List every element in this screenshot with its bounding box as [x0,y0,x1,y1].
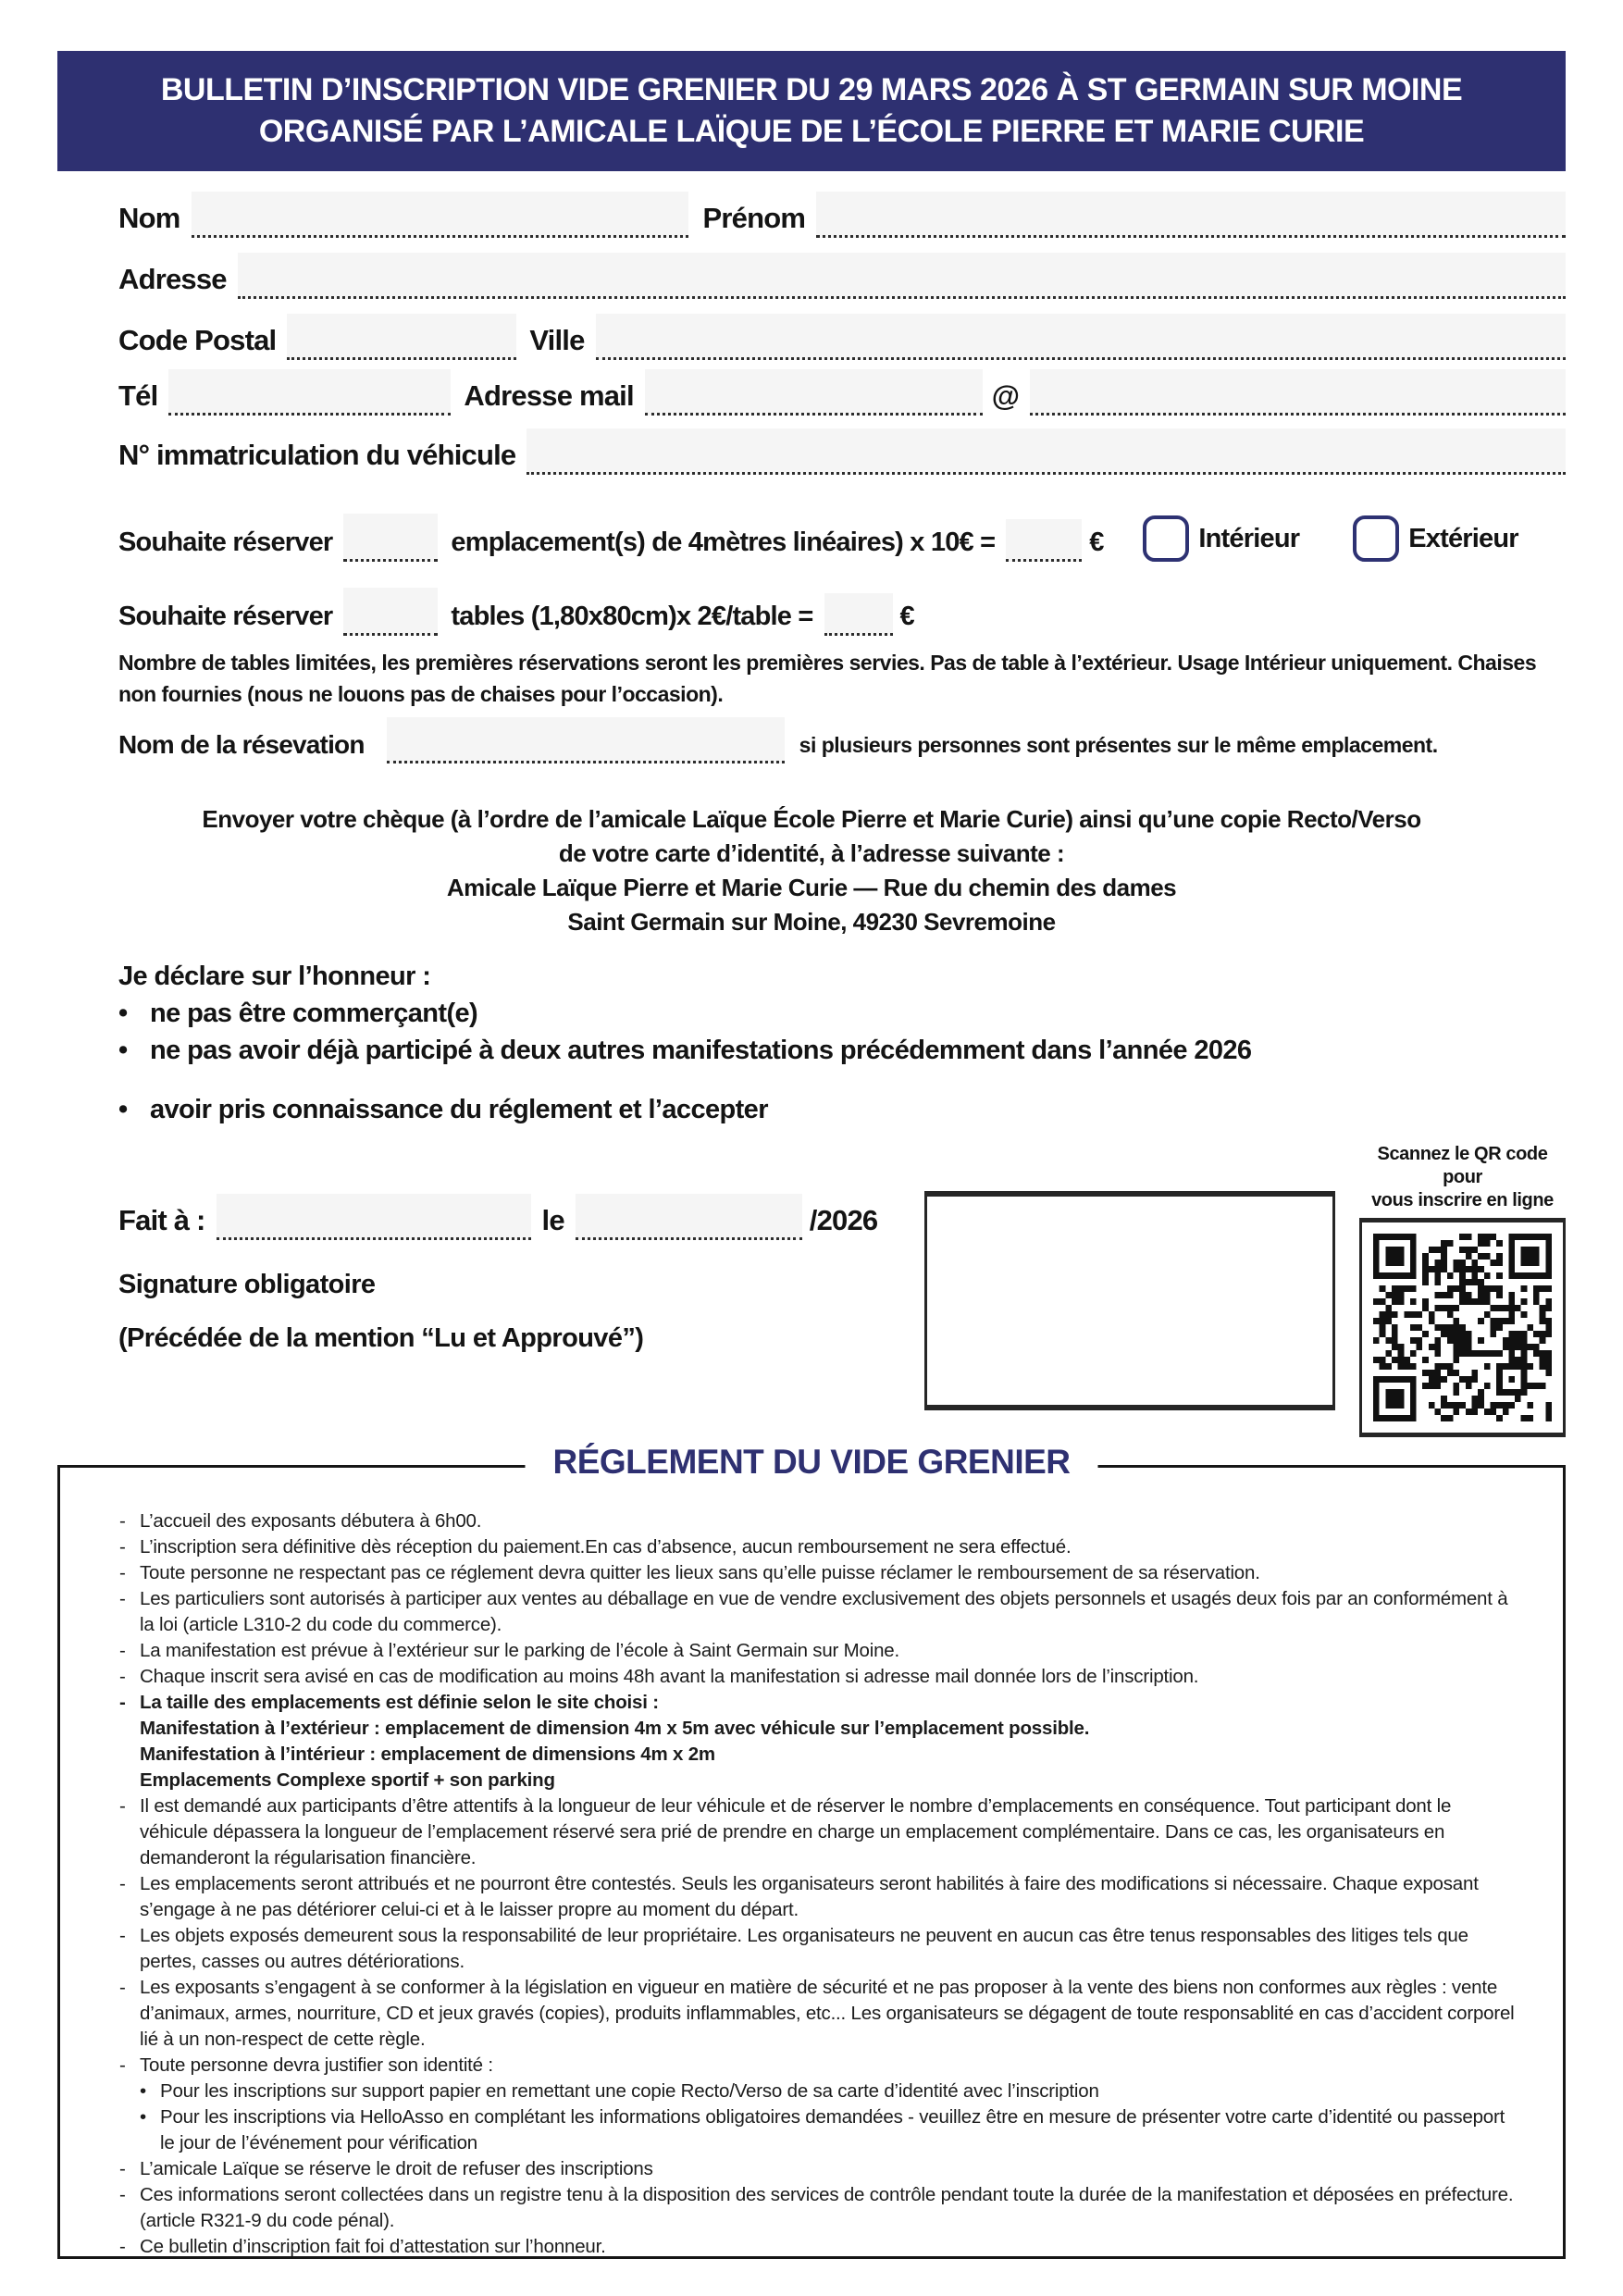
mail-domain-input[interactable] [1030,369,1566,416]
row-adresse [118,253,1566,299]
emplacements-count-input[interactable] [343,514,438,562]
rules-title: RÉGLEMENT DU VIDE GRENIER [526,1443,1098,1482]
signature-box[interactable] [924,1191,1335,1410]
rule-item: - L’accueil des exposants débutera à 6h00. [119,1510,482,1532]
euro-sign-1: € [1089,527,1105,557]
rule-item: - L’amicale Laïque se réserve le droit de refuser des inscriptions [119,2158,653,2179]
date-input[interactable] [576,1194,802,1240]
row-cp-ville [118,314,1566,360]
declaration-block [118,958,1566,1128]
rule-item: - Il est demandé aux participants d’être attentifs à la longueur de leur véhicule et de réserver le nombre d’emplacements en conséquence. Tout participant dont le véhicule dépassera la longueur de l’emplacement réservé sera prié de prendre en charge un emplacement complémentaire. Dans ce cas, les organisateurs en demanderont la régularisation financière. [119,1795,1452,1868]
le-label: le [541,1204,564,1236]
payment-line4: Saint Germain sur Moine, 49230 Sevremoine [567,908,1056,936]
signature-left-column [118,1143,924,1355]
banner-title-line2: ORGANISÉ PAR L’AMICALE LAÏQUE DE L’ÉCOLE PIERRE ET MARIE CURIE [258,114,1365,149]
identity-form [118,192,1566,475]
rules-box [57,1443,1566,2259]
reservation-name-suffix: si plusieurs personnes sont présentes sur le même emplacement. [799,733,1438,757]
rule-item: - La manifestation est prévue à l’extérieur sur le parking de l’école à Saint Germain sur Moine. [119,1640,899,1661]
code-postal-label: Code Postal [118,324,277,356]
euro-sign-2: € [899,602,915,631]
qr-code [1373,1234,1552,1421]
adresse-input[interactable] [238,253,1566,299]
reservation-row-emplacements [118,514,1566,562]
rule-item: - Ces informations seront collectées dans un registre tenu à la disposition des services de contrôle pendant toute la durée de la manifestation et déposées en préfecture. (article R321-9 du code pénal). [119,2184,1514,2231]
ville-input[interactable] [596,314,1566,360]
rule-item: Manifestation à l’intérieur : emplacement de dimensions 4m x 2m [140,1744,715,1765]
code-postal-input[interactable] [287,314,516,360]
immatriculation-label: N° immatriculation du véhicule [118,439,516,471]
exterieur-checkbox[interactable] [1353,515,1399,562]
rule-item: • Pour les inscriptions sur support papier en remettant une copie Recto/Verso de sa carte d’identité avec l’inscription [140,2080,1099,2102]
bullet-icon: • [118,1095,128,1124]
tables-text: tables (1,80x80cm)x 2€/table = [451,602,813,631]
emplacements-text: emplacement(s) de 4mètres linéaires) x 10€ = [451,527,996,557]
signature-obligatoire-label: Signature obligatoire [118,1270,376,1299]
signature-mention-label: (Précédée de la mention “Lu et Approuvé”) [118,1323,644,1353]
mail-local-input[interactable] [645,369,983,416]
row-immatriculation [118,428,1566,475]
rule-item: - Les particuliers sont autorisés à participer aux ventes au déballage en vue de vendre exclusivement des objets personnels et usagés deux fois par an conformément à la loi (article L310-2 du code du commerce). [119,1588,1508,1635]
interieur-label: Intérieur [1198,524,1300,553]
qr-label-line1: Scannez le QR code pour [1377,1144,1548,1187]
fait-a-label: Fait à : [118,1204,205,1236]
rule-item: - Chaque inscrit sera avisé en cas de modification au moins 48h avant la manifestation si adresse mail donnée lors de l’inscription. [119,1666,1199,1687]
year-suffix: /2026 [809,1204,878,1236]
interieur-checkbox[interactable] [1143,515,1189,562]
title-banner [57,51,1566,171]
signature-section [118,1143,1566,1437]
rule-item: Manifestation à l’extérieur : emplacement de dimension 4m x 5m avec véhicule sur l’emplacement possible. [140,1718,1090,1739]
tables-total-input[interactable] [824,593,893,636]
payment-line3: Amicale Laïque Pierre et Marie Curie — Rue du chemin des dames [446,874,1177,901]
rule-item: Emplacements Complexe sportif + son parking [140,1769,555,1791]
tel-input[interactable] [168,369,451,416]
emplacements-total-input[interactable] [1006,519,1082,562]
declaration-item-3: • avoir pris connaissance du réglement et l’accepter [118,1091,1566,1128]
rule-item: - Les emplacements seront attribués et ne pourront être contestés. Seuls les organisateurs seront habilités à faire des modifications si nécessaire. Chaque exposant s’engage à ne pas détériorer celui-ci et à le laisser propre au moment du départ. [119,1873,1479,1920]
souhaite-reserver-label-1: Souhaite réserver [118,527,333,557]
bullet-icon: • [118,999,128,1028]
row-tel-mail [118,369,1566,416]
reservation-name-row [118,717,1566,763]
declaration-item-2: • ne pas avoir déjà participé à deux autres manifestations précédemment dans l’année 2026 [118,1032,1566,1069]
row-nom-prenom [118,192,1566,238]
declaration-item-1: • ne pas être commerçant(e) [118,995,1566,1032]
immatriculation-input[interactable] [527,428,1566,475]
tel-label: Tél [118,379,158,412]
nom-label: Nom [118,202,180,234]
rule-item: • Pour les inscriptions via HelloAsso en complétant les informations obligatoires demandées - veuillez être en mesure de présenter votre carte d’identité ou passeport le jour de l’événement pour vérification [140,2106,1505,2153]
ville-label: Ville [529,324,585,356]
rule-item: - Les exposants s’engagent à se conformer à la législation en vigueur en matière de sécurité et ne pas proposer à la vente des biens non conformes aux règles : vente d’animaux, armes, nourriture, CD et jeux gravés (copies), produits inflammables, etc... Les organisateurs se dégagent de toute responsablité en cas d’accident corporel lié à un non-respect de cette règle. [119,1977,1515,2050]
bullet-icon: • [118,1036,128,1065]
rule-item: - La taille des emplacements est définie selon le site choisi : [119,1692,659,1713]
qr-label-line2: vous inscrire en ligne [1371,1190,1554,1210]
fait-a-input[interactable] [217,1194,531,1240]
prenom-input[interactable] [816,192,1566,238]
banner-title-line1: BULLETIN D’INSCRIPTION VIDE GRENIER DU 29 MARS 2026 À ST GERMAIN SUR MOINE [160,72,1463,107]
rule-item: - Ce bulletin d’inscription fait foi d’attestation sur l’honneur. [119,2236,606,2257]
reservation-name-label: Nom de la résevation [118,730,365,759]
souhaite-reserver-label-2: Souhaite réserver [118,602,333,631]
nom-input[interactable] [192,192,688,238]
rule-item: - L’inscription sera définitive dès réception du paiement.En cas d’absence, aucun remboursement ne sera effectué. [119,1536,1072,1558]
exterieur-label: Extérieur [1408,524,1518,553]
declaration-intro: Je déclare sur l’honneur : [118,962,431,991]
tables-note: Nombre de tables limitées, les premières réservations seront les premières servies. Pas de table à l’extérieur. Usage Intérieur uniquement. Chaises non fournies (nous ne louons pas de chaises pour l’occasion). [118,651,1537,706]
rule-item: - Les objets exposés demeurent sous la responsabilité de leur propriétaire. Les organisateurs ne peuvent en aucun cas être tenus responsables des litiges tels que pertes, casses ou autres détériorations. [119,1925,1468,1972]
prenom-label: Prénom [702,202,806,234]
payment-instructions [57,802,1566,939]
reservation-name-input[interactable] [387,717,785,763]
rule-item: - Toute personne ne respectant pas ce réglement devra quitter les lieux sans qu’elle puisse réclamer le remboursement de sa réservation. [119,1562,1260,1583]
qr-box [1359,1218,1566,1437]
payment-line2: de votre carte d’identité, à l’adresse suivante : [558,839,1065,867]
reservation-row-tables [118,588,1566,636]
fait-a-row [118,1194,924,1240]
adresse-label: Adresse [118,263,227,295]
at-symbol: @ [991,379,1020,412]
tables-count-input[interactable] [343,588,438,636]
payment-line1: Envoyer votre chèque (à l’ordre de l’amicale Laïque École Pierre et Marie Curie) ainsi qu’une copie Recto/Verso [202,805,1421,833]
qr-column [1359,1143,1566,1437]
mail-label: Adresse mail [464,379,634,412]
rule-item: - Toute personne devra justifier son identité : [119,2054,493,2076]
